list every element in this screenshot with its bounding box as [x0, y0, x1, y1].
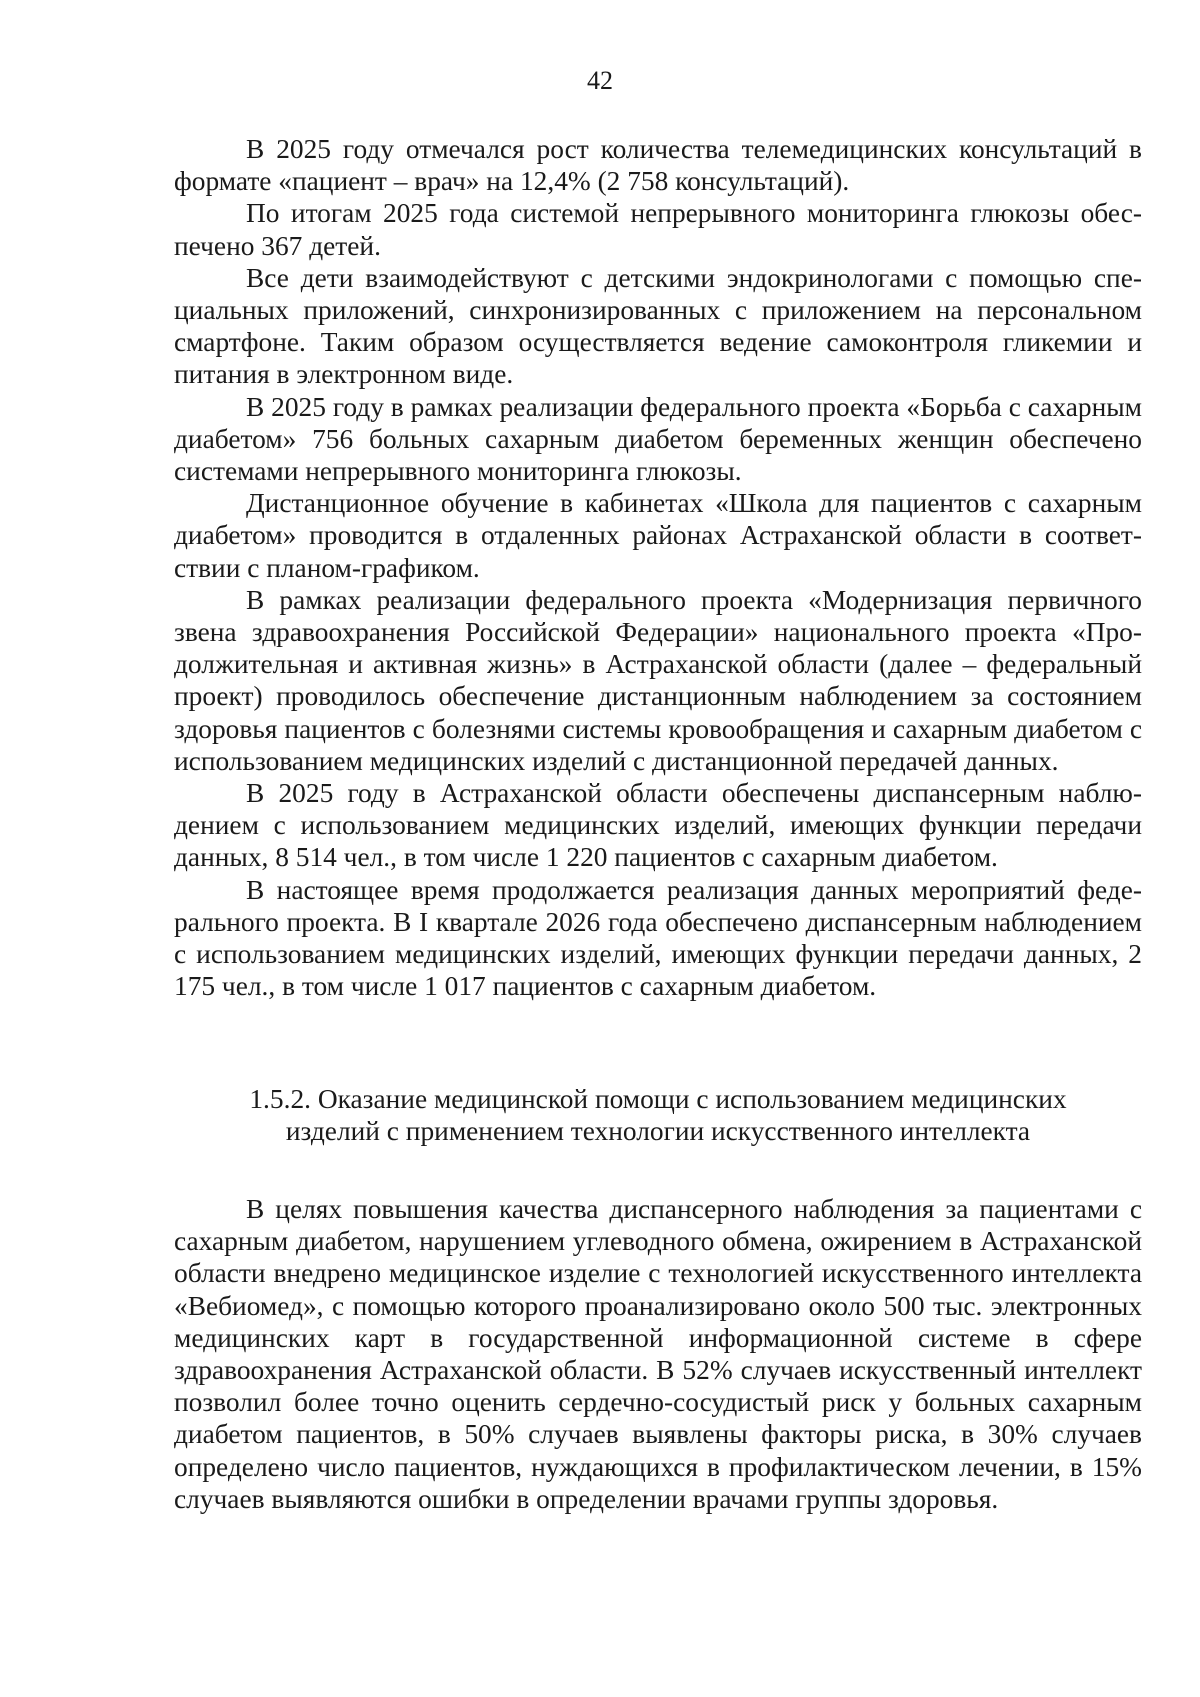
page-number: 42	[587, 66, 613, 95]
paragraph: Дистанционное обучение в кабинетах «Школа для пациентов с сахарным диабетом» проводится в отдаленных районах Астраханской области в соответствии с планом-графиком.	[174, 488, 1142, 583]
body-text-top	[174, 133, 1142, 1002]
section-heading-line-2: изделий с применением технологии искусственного интеллекта	[285, 1116, 1031, 1147]
section-heading	[174, 1083, 1142, 1147]
paragraph: В 2025 году отмечался рост количества телемедицинских консультаций в формате «пациент – врач» на 12,4% (2 758 консультаций).	[174, 134, 1142, 197]
paragraph: В целях повышения качества диспансерного наблюдения за пациентами с сахарным диабетом, нарушением углеводного обмена, ожирением в Астраханской области внедрено медицинское изделие с технологией искусственного интеллекта «Вебиомед», с помощью которого проанализировано около 500 тыс. электронных медицинских карт в государственной информационной системе в сфере здравоохранения Астраханской области. В 52% случаев искусственный интеллект позволил более точно оценить сердечно-сосудистый риск у больных сахарным диабетом пациентов, в 50% случаев выявлены факторы риска, в 30% случаев определено число пациентов, нуждающихся в профилактическом лечении, в 15% случаев выявляются ошибки в определении врачами группы здоровья.	[174, 1194, 1142, 1514]
paragraph: По итогам 2025 года системой непрерывного мониторинга глюкозы обеспечено 367 детей.	[174, 198, 1142, 261]
paragraph: В рамках реализации федерального проекта «Модернизация первичного звена здравоохранения Российской Федерации» национального проекта «Продолжительная и активная жизнь» в Астраханской области (далее – федеральный проект) проводилось обеспечение дистанционным наблюдением за состоянием здоровья пациентов с болезнями системы кровообращения и сахарным диабетом с использованием медицинских изделий с дистанционной передачей данных.	[174, 584, 1142, 776]
body-text-bottom	[174, 1193, 1142, 1515]
section-heading-line-1: 1.5.2. Оказание медицинской помощи с использованием медицинских	[249, 1084, 1067, 1114]
paragraph: В 2025 году в рамках реализации федерального проекта «Борьба с сахарным диабетом» 756 больных сахарным диабетом беременных женщин обеспечено системами непрерывного мониторинга глюкозы.	[174, 391, 1142, 487]
paragraph: В 2025 году в Астраханской области обеспечены диспансерным наблюдением с использованием медицинских изделий, имеющих функции передачи данных, 8 514 чел., в том числе 1 220 пациентов с сахарным диабетом.	[174, 778, 1142, 873]
paragraph: Все дети взаимодействуют с детскими эндокринологами с помощью специальных приложений, синхронизированных с приложением на персональном смартфоне. Таким образом осуществляется ведение самоконтроля гликемии и питания в электронном виде.	[174, 262, 1142, 390]
paragraph: В настоящее время продолжается реализация данных мероприятий федерального проекта. В I квартале 2026 года обеспечено диспансерным наблюдением с использованием медицинских изделий, имеющих функции передачи данных, 2 175 чел., в том числе 1 017 пациентов с сахарным диабетом.	[174, 874, 1142, 1002]
